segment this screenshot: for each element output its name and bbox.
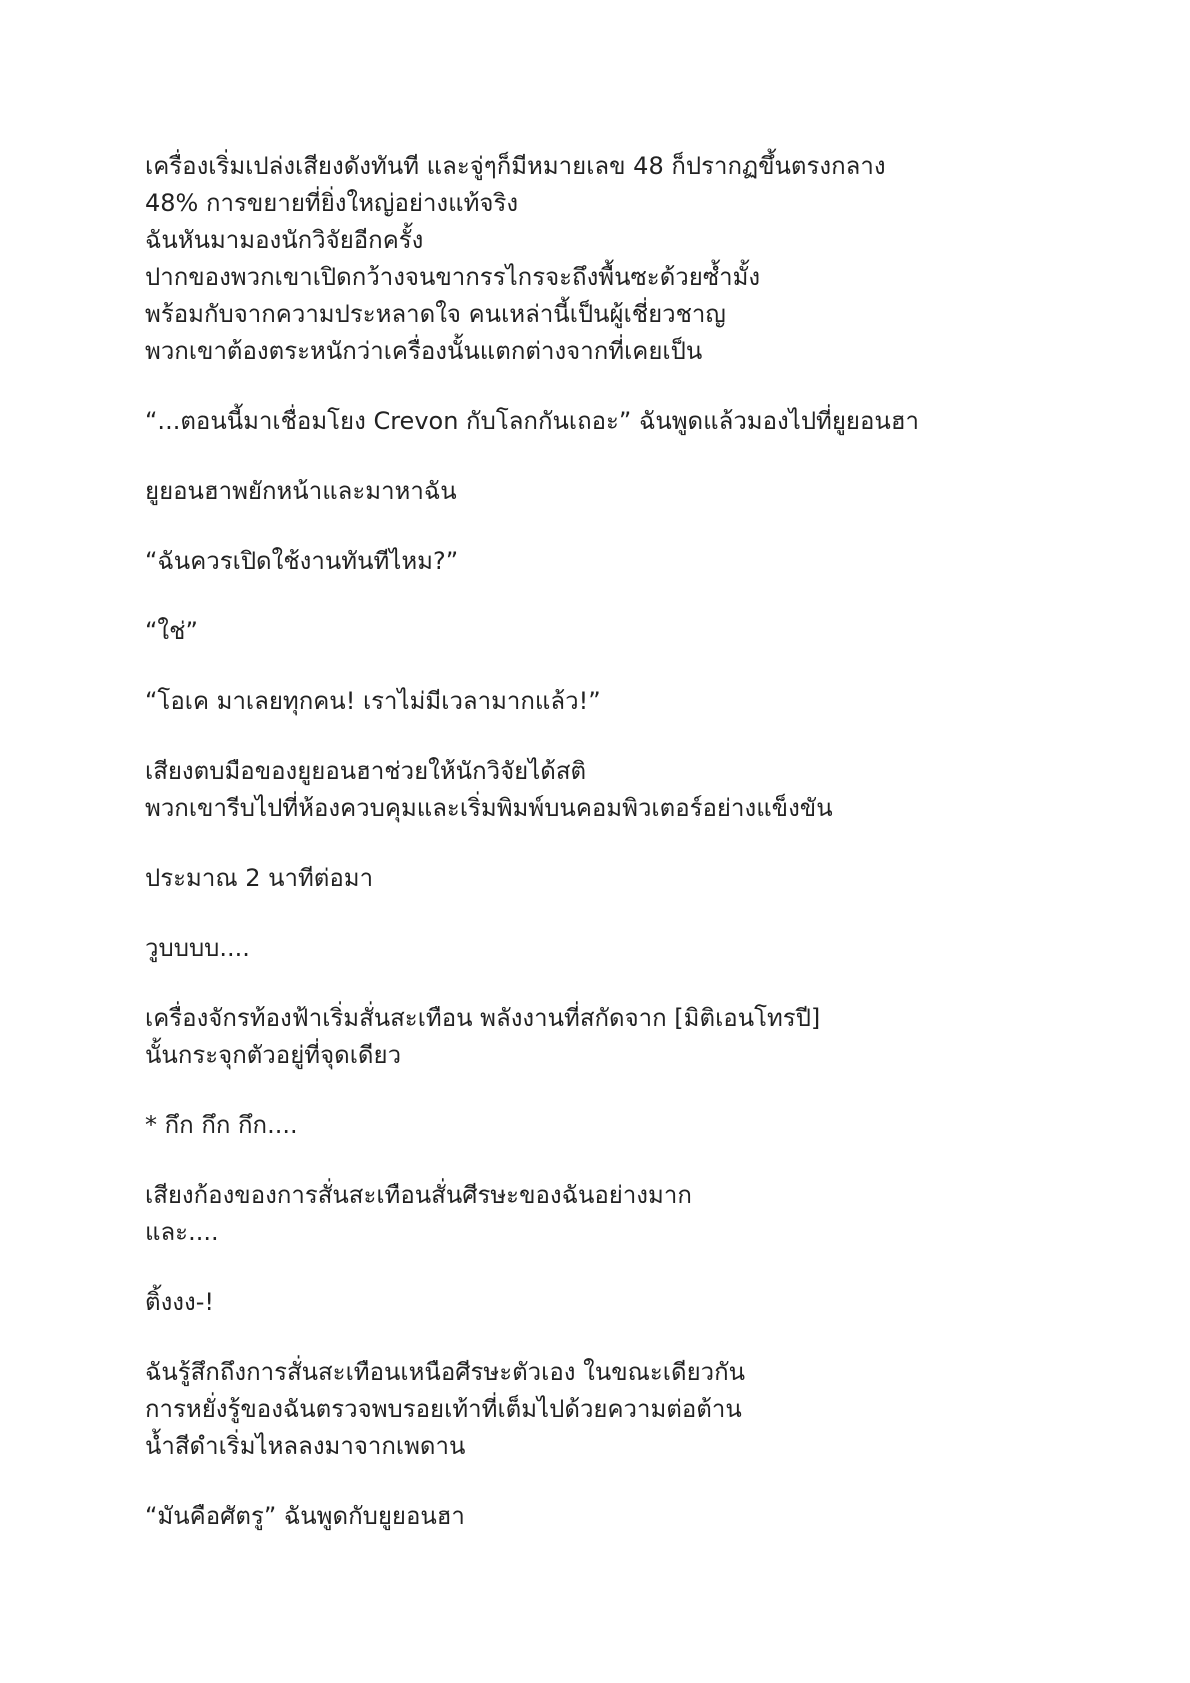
text-line: ฉันหันมามองนักวิจัยอีกครั้ง — [145, 226, 424, 254]
paragraph — [145, 1498, 1105, 1535]
text-line: วูบบบบ.... — [145, 934, 250, 962]
text-line: เสียงก้องของการสั่นสะเทือนสั่นศีรษะของฉันอย่างมาก — [145, 1181, 692, 1209]
paragraph — [145, 473, 1105, 510]
text-line: “โอเค มาเลยทุกคน! เราไม่มีเวลามากแล้ว!” — [145, 687, 601, 715]
text-line: “ฉันควรเปิดใช้งานทันทีไหม?” — [145, 547, 459, 575]
text-line: “...ตอนนี้มาเชื่อมโยง Crevon กับโลกกันเถอะ” ฉันพูดแล้วมองไปที่ยูยอนฮา — [145, 407, 919, 435]
paragraph — [145, 860, 1105, 897]
text-line: พวกเขาต้องตระหนักว่าเครื่องนั้นแตกต่างจากที่เคยเป็น — [145, 337, 703, 365]
document-body — [145, 148, 1105, 1568]
text-line: เครื่องเริ่มเปล่งเสียงดังทันที และจู่ๆก็มีหมายเลข 48 ก็ปรากฏขึ้นตรงกลาง — [145, 152, 886, 180]
text-line: ปากของพวกเขาเปิดกว้างจนขากรรไกรจะถึงพื้นซะด้วยซ้ำมั้ง — [145, 263, 761, 291]
text-line: “ใช่” — [145, 617, 198, 645]
paragraph — [145, 753, 1105, 827]
text-line: ฉันรู้สึกถึงการสั่นสะเทือนเหนือศีรษะตัวเอง ในขณะเดียวกัน — [145, 1358, 746, 1386]
text-line: “มันคือศัตรู” ฉันพูดกับยูยอนฮา — [145, 1502, 465, 1530]
text-line: และ.... — [145, 1218, 219, 1246]
text-line: การหยั่งรู้ของฉันตรวจพบรอยเท้าที่เต็มไปด้วยความต่อต้าน — [145, 1395, 742, 1423]
paragraph — [145, 930, 1105, 967]
text-line: เสียงตบมือของยูยอนฮาช่วยให้นักวิจัยได้สติ — [145, 757, 587, 785]
text-line: ติ้งงง-! — [145, 1288, 215, 1316]
paragraph — [145, 403, 1105, 440]
text-line: ยูยอนฮาพยักหน้าและมาหาฉัน — [145, 477, 457, 505]
paragraph — [145, 1354, 1105, 1465]
paragraph — [145, 148, 1105, 370]
text-line: พร้อมกับจากความประหลาดใจ คนเหล่านี้เป็นผู้เชี่ยวชาญ — [145, 300, 726, 328]
text-line: พวกเขารีบไปที่ห้องควบคุมและเริ่มพิมพ์บนคอมพิวเตอร์อย่างแข็งขัน — [145, 794, 833, 822]
text-line: * กึก กึก กึก.... — [145, 1111, 298, 1139]
text-line: นั้นกระจุกตัวอยู่ที่จุดเดียว — [145, 1041, 402, 1069]
paragraph — [145, 1284, 1105, 1321]
text-line: น้ำสีดำเริ่มไหลลงมาจากเพดาน — [145, 1432, 466, 1460]
paragraph — [145, 1000, 1105, 1074]
paragraph — [145, 1177, 1105, 1251]
paragraph — [145, 613, 1105, 650]
paragraph — [145, 1107, 1105, 1144]
paragraph — [145, 683, 1105, 720]
text-line: ประมาณ 2 นาทีต่อมา — [145, 864, 374, 892]
paragraph — [145, 543, 1105, 580]
text-line: เครื่องจักรท้องฟ้าเริ่มสั่นสะเทือน พลังงานที่สกัดจาก [มิติเอนโทรปี] — [145, 1004, 821, 1032]
text-line: 48% การขยายที่ยิ่งใหญ่อย่างแท้จริง — [145, 189, 519, 217]
